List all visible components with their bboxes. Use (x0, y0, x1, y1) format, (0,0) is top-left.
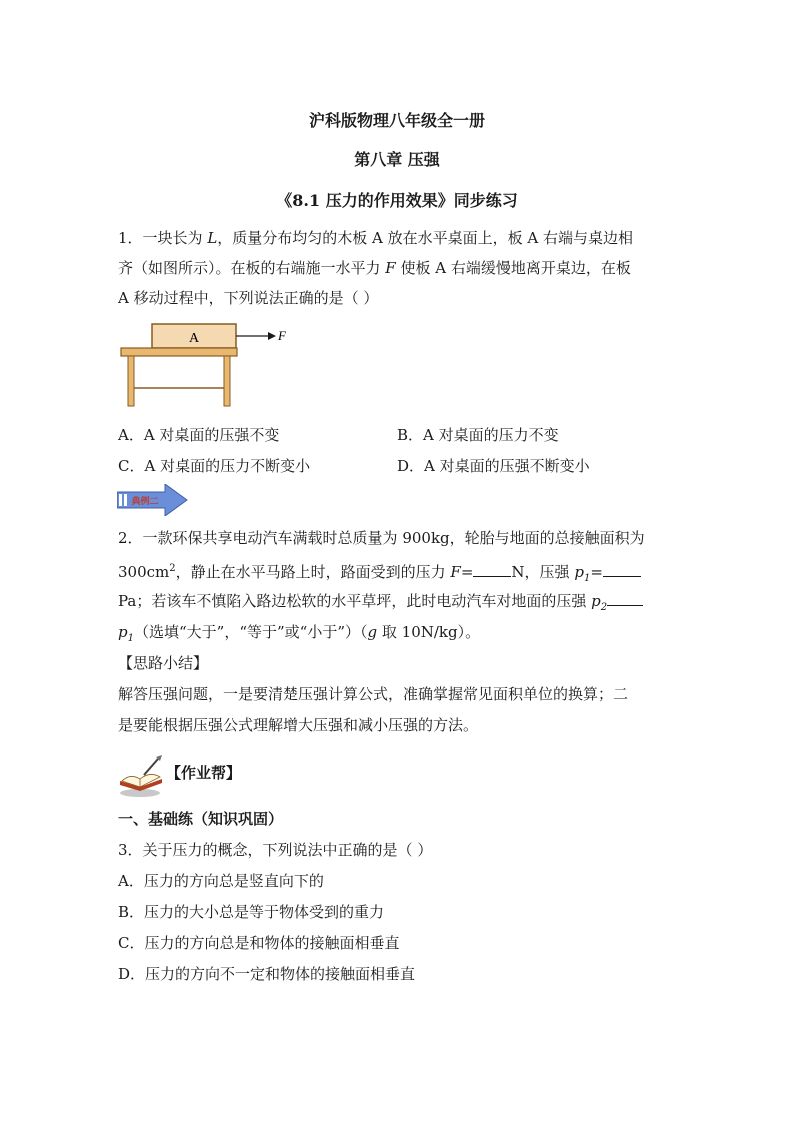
q3-option-d: D．压力的方向不一定和物体的接触面相垂直 (118, 965, 416, 983)
q1-option-b: B．A 对桌面的压力不变 (397, 426, 559, 444)
summary-line1: 解答压强问题，一是要清楚压强计算公式，准确掌握常见面积单位的换算；二 (118, 685, 629, 703)
section-heading: 一、基础练（知识巩固） (118, 810, 284, 828)
q1-text: 1．一块长为 (118, 229, 208, 247)
q1-option-c: C．A 对桌面的压力不断变小 (118, 457, 311, 475)
q3-option-a: A．压力的方向总是竖直向下的 (118, 872, 324, 890)
subscript: 2 (600, 602, 608, 613)
superscript: 2 (169, 563, 176, 574)
q3-option-b: B．压力的大小总是等于物体受到的重力 (118, 903, 385, 921)
summary-line2: 是要能根据压强公式理解增大压强和减小压强的方法。 (118, 716, 479, 734)
subscript: 1 (127, 633, 134, 644)
open-book-icon (118, 755, 166, 799)
chapter-title: 第八章 压强 (354, 150, 440, 169)
q2-text: ，静止在水平马路上时，路面受到的压力 (175, 563, 451, 581)
subscript: 1 (583, 573, 591, 584)
var-L: L (207, 229, 218, 247)
answer-blank-compare[interactable] (607, 591, 643, 606)
force-label: F (278, 328, 286, 343)
summary-heading: 【思路小结】 (118, 654, 209, 672)
force-arrowhead (268, 332, 276, 340)
q1-option-a: A．A 对桌面的压强不变 (118, 426, 280, 444)
var-p: p (118, 623, 128, 641)
table-leg-right (224, 356, 230, 406)
q1-line2 (118, 258, 631, 278)
q1-line3: A 移动过程中，下列说法正确的是（ ） (118, 289, 379, 307)
q1-option-d: D．A 对桌面的压强不断变小 (397, 457, 590, 475)
q3-stem: 3．关于压力的概念，下列说法中正确的是（ ） (118, 841, 433, 859)
var-F: F (385, 259, 396, 277)
q2-text: Pa；若该车不慎陷入路边松软的水平草坪，此时电动汽车对地面的压强 (118, 592, 592, 610)
badge-label: 典例二 (131, 497, 159, 507)
q2-line2 (118, 559, 641, 589)
example-badge-icon (117, 484, 189, 516)
q1-text: 使板 A 右端缓慢地离开桌边，在板 (395, 259, 631, 277)
q2-text: N，压强 (511, 563, 575, 581)
table-top (121, 348, 237, 356)
book-title: 沪科版物理八年级全一册 (308, 111, 485, 130)
board-label: A (188, 331, 200, 346)
q1-text: 齐（如图所示）。在板的右端施一水平力 (118, 259, 386, 277)
q2-line4 (118, 622, 480, 649)
q2-text: 取 10N/kg）。 (377, 623, 481, 641)
var-p: p (574, 563, 584, 581)
var-F: F (450, 563, 461, 581)
lesson-title: 《8.1 压力的作用效果》同步练习 (276, 191, 518, 210)
q2-text: 300cm (118, 563, 170, 581)
homework-label: 【作业帮】 (166, 764, 242, 782)
table-leg-left (128, 356, 134, 406)
q1-line1 (118, 228, 633, 248)
answer-blank-force[interactable] (473, 562, 511, 577)
q2-text: （选填“大于”，“等于”或“小于”）（ (133, 623, 368, 641)
answer-blank-pressure[interactable] (603, 562, 641, 577)
q2-line3 (118, 591, 643, 618)
q3-option-c: C．压力的方向总是和物体的接触面相垂直 (118, 934, 400, 952)
q2-text: = (460, 563, 474, 581)
q2-line1: 2．一款环保共享电动汽车满载时总质量为 900kg，轮胎与地面的总接触面积为 (118, 529, 645, 547)
var-g: g (367, 623, 378, 641)
var-p: p (591, 592, 601, 610)
q2-text: = (590, 563, 603, 581)
table-board-figure (118, 320, 318, 410)
q1-text: ，质量分布均匀的木板 A 放在水平桌面上，板 A 右端与桌边相 (217, 229, 634, 247)
